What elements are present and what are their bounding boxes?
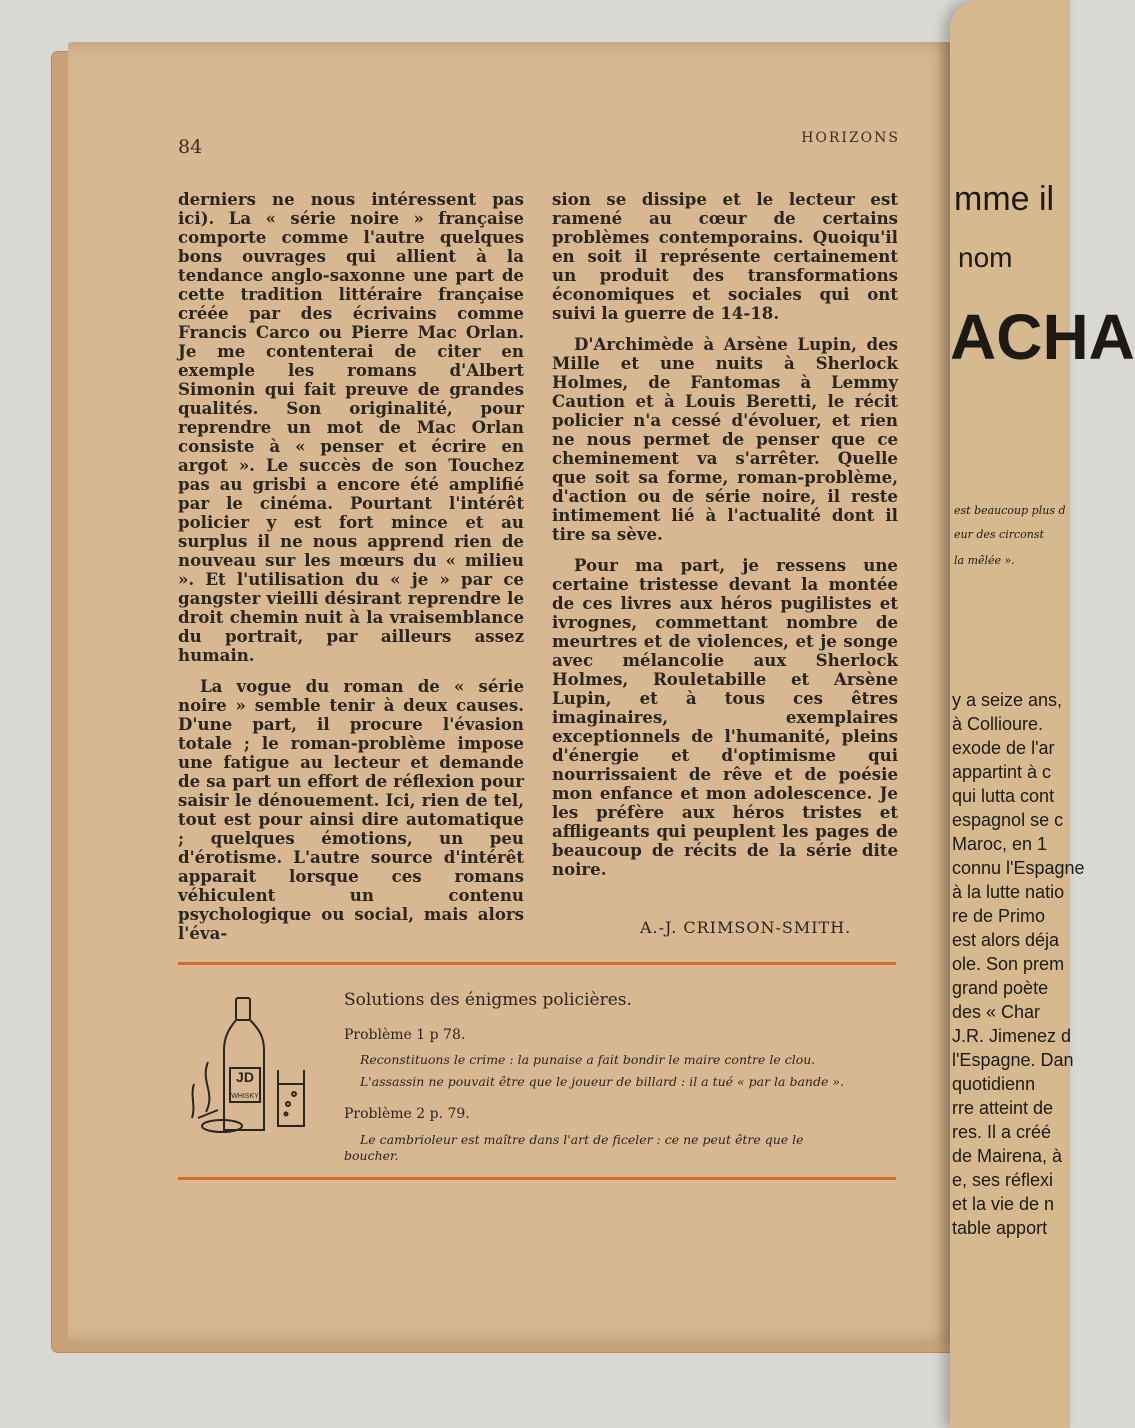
facing-text-line: appartint à c xyxy=(952,762,1052,782)
problem-1-line-1: Reconstituons le crime : la punaise a fait bondir le maire contre le clou. xyxy=(360,1052,816,1067)
solutions-title: Solutions des énigmes policières. xyxy=(344,990,632,1010)
bottle-label: WHISKY xyxy=(231,1093,259,1100)
facing-text-line: rre atteint de xyxy=(952,1098,1054,1118)
facing-text-line: Maroc, en 1 xyxy=(952,834,1048,854)
left-column xyxy=(178,190,524,955)
left-paragraph-2: La vogue du roman de « série noire » semble tenir à deux causes. D'une part, il procure l'évasion totale ; le roman-problème impose une fatigue au lecteur et demande de sa part un effort de réflexion pour saisir le dénouement. Ici, rien de tel, tout est pour ainsi dire automatique ; quelques émotions, un peu d'érotisme. L'autre source d'intérêt apparait lorsque ces romans véhiculent un contenu psychologique ou social, mais alors l'éva- xyxy=(178,676,524,943)
left-paragraph-1: derniers ne nous intéressent pas ici). La « série noire » française comporte comme l'autre quelques bons ouvrages qui allient à la tendance anglo-saxonne une part de cette tradition littéraire française créée par des écrivains comme Francis Carco ou Pierre Mac Orlan. Je me contenterai de citer en exemple les romans d'Albert Simonin qui fait preuve de grandes qualités. Son originalité, pour reprendre un mot de Mac Orlan consiste à « penser et écrire en argot ». Le succès de son Touchez pas au grisbi a encore été amplifié par le cinéma. Pourtant l'intérêt policier y est fort mince et au surplus il ne nous apprend rien de nouveau sur les mœurs du « milieu ». Et l'utilisation du « je » par ce gangster vieilli désirant reprendre le droit chemin nuit à la vraisemblance du portrait, par ailleurs assez humain. xyxy=(178,189,524,665)
problem-1-line-2: L'assassin ne pouvait être que le joueur de billard : il a tué « par la bande ». xyxy=(360,1074,844,1089)
facing-text-line: table apport xyxy=(952,1218,1048,1238)
facing-text-line: J.R. Jimenez d xyxy=(952,1026,1072,1046)
facing-quote-1: est beaucoup plus d xyxy=(954,504,1066,517)
facing-text-line: e, ses réflexi xyxy=(952,1170,1054,1190)
page-number: 84 xyxy=(178,136,203,158)
facing-quote-2: eur des circonst xyxy=(954,528,1044,541)
facing-text-line: re de Primo xyxy=(952,906,1046,926)
facing-text-line: de Mairena, à xyxy=(952,1146,1063,1166)
problem-2-line-1: Le cambrioleur est maître dans l'art de ficeler : ce ne peut être que le xyxy=(360,1132,804,1147)
facing-text-line: connu l'Espagne xyxy=(952,858,1085,878)
problem-2-heading: Problème 2 p. 79. xyxy=(344,1106,470,1122)
facing-page xyxy=(950,0,1135,1428)
right-paragraph-2: D'Archimède à Arsène Lupin, des Mille et une nuits à Sherlock Holmes, de Fantomas à Lemmy Caution et à Louis Beretti, le récit policier n'a cessé d'évoluer, et rien ne nous permet de penser que ce cheminement va s'arrêter. Quelle que soit sa forme, roman-problème, d'action ou de série noire, il reste intimement lié à l'actualité dont il tire sa sève. xyxy=(552,334,898,544)
facing-headline-2: nom xyxy=(958,242,1013,273)
facing-text-line: quotidienn xyxy=(952,1074,1036,1094)
author-signature: A.-J. CRIMSON-SMITH. xyxy=(640,918,852,937)
whisky-bottle-illustration xyxy=(188,992,318,1142)
facing-text-line: ole. Son prem xyxy=(952,954,1065,974)
right-column xyxy=(552,190,898,891)
problem-1-heading: Problème 1 p 78. xyxy=(344,1027,466,1043)
facing-text-line: à Collioure. xyxy=(952,714,1044,734)
facing-text-line: est alors déja xyxy=(952,930,1060,950)
right-paragraph-1: sion se dissipe et le lecteur est ramené au cœur de certains problèmes contemporains. Quoiqu'il en soit il représente certainement un produit des transformations économiques et sociales qui ont suivi la guerre de 14-18. xyxy=(552,189,898,323)
box-rule-top xyxy=(178,962,896,965)
facing-text-line: et la vie de n xyxy=(952,1194,1055,1214)
bottle-label-top: JD xyxy=(236,1069,254,1085)
facing-headline-3: ACHA xyxy=(950,301,1135,373)
facing-text-line: res. Il a créé xyxy=(952,1122,1052,1142)
facing-text-line: espagnol se c xyxy=(952,810,1064,830)
right-paragraph-3: Pour ma part, je ressens une certaine tristesse devant la montée de ces livres aux héros pugilistes et ivrognes, commettant nombre de meurtres et de violences, et je songe avec mélancolie aux Sherlock Holmes, Rouletabille et Arsène Lupin, et à tous ces êtres imaginaires, exemplaires exceptionnels de l'humanité, pleins d'énergie et d'optimisme qui nourrissaient de rêve et de poésie mon enfance et mon adolescence. Je les préfère aux héros tristes et affligeants qui peuplent les pages de beaucoup de récits de la série dite noire. xyxy=(552,555,898,879)
facing-quote-3: la mêlée ». xyxy=(954,554,1015,567)
facing-text-line: exode de l'ar xyxy=(952,738,1055,758)
facing-text-line: à la lutte natio xyxy=(952,882,1065,902)
facing-text-line: grand poète xyxy=(952,978,1049,998)
running-head: HORIZONS xyxy=(801,130,900,146)
facing-text-line: l'Espagne. Dan xyxy=(952,1050,1074,1070)
facing-text-line: y a seize ans, xyxy=(952,690,1063,710)
problem-2-line-2: boucher. xyxy=(344,1148,399,1163)
facing-text-line: qui lutta cont xyxy=(952,786,1055,806)
box-rule-bottom xyxy=(178,1177,896,1180)
facing-headline-1: mme il xyxy=(954,180,1055,218)
facing-text-line: des « Char xyxy=(952,1002,1041,1022)
